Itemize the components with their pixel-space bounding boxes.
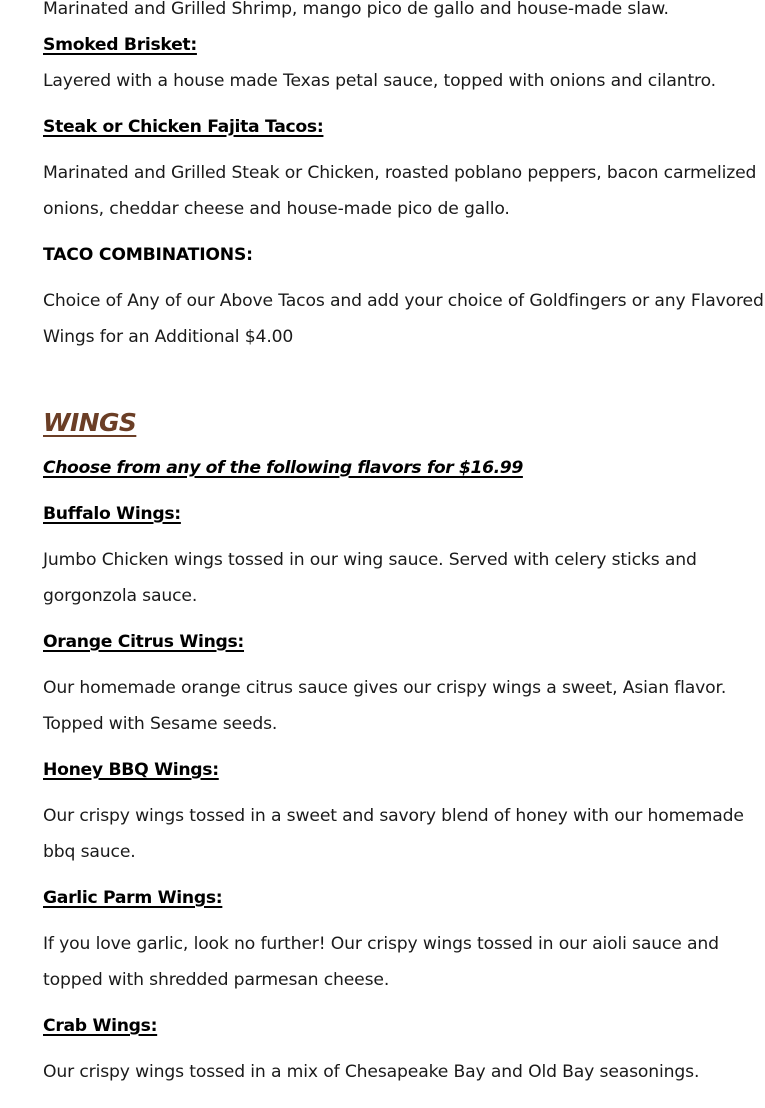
buffalo-wings-title: Buffalo Wings: [43, 504, 181, 524]
garlic-parm-wings-description-line2: topped with shredded parmesan cheese. [43, 970, 390, 990]
fajita-taco-description-line2: onions, cheddar cheese and house-made pico de gallo. [43, 199, 510, 219]
orange-citrus-wings-title: Orange Citrus Wings: [43, 632, 245, 652]
crab-wings-description: Our crispy wings tossed in a mix of Chesapeake Bay and Old Bay seasonings. [43, 1062, 700, 1082]
orange-citrus-wings-description-line2: Topped with Sesame seeds. [43, 714, 278, 734]
taco-combinations-description-line1: Choice of Any of our Above Tacos and add your choice of Goldfingers or any Flavored [43, 291, 764, 311]
wings-section-title: WINGS [43, 408, 137, 437]
honey-bbq-wings-description-line1: Our crispy wings tossed in a sweet and savory blend of honey with our homemade [43, 806, 744, 826]
buffalo-wings-description-line2: gorgonzola sauce. [43, 586, 198, 606]
orange-citrus-wings-description-line1: Our homemade orange citrus sauce gives our crispy wings a sweet, Asian flavor. [43, 678, 727, 698]
taco-combinations-title: TACO COMBINATIONS: [43, 245, 253, 265]
fajita-taco-title: Steak or Chicken Fajita Tacos: [43, 117, 324, 137]
shrimp-taco-description: Marinated and Grilled Shrimp, mango pico de gallo and house-made slaw. [43, 0, 669, 19]
crab-wings-title: Crab Wings: [43, 1016, 158, 1036]
brisket-taco-description: Layered with a house made Texas petal sauce, topped with onions and cilantro. [43, 71, 716, 91]
honey-bbq-wings-description-line2: bbq sauce. [43, 842, 136, 862]
buffalo-wings-description-line1: Jumbo Chicken wings tossed in our wing sauce. Served with celery sticks and [43, 550, 697, 570]
garlic-parm-wings-title: Garlic Parm Wings: [43, 888, 223, 908]
fajita-taco-description-line1: Marinated and Grilled Steak or Chicken, roasted poblano peppers, bacon carmelized [43, 163, 757, 183]
garlic-parm-wings-description-line1: If you love garlic, look no further! Our crispy wings tossed in our aioli sauce and [43, 934, 719, 954]
brisket-taco-title: Smoked Brisket: [43, 35, 197, 55]
honey-bbq-wings-title: Honey BBQ Wings: [43, 760, 219, 780]
taco-combinations-description-line2: Wings for an Additional $4.00 [43, 327, 294, 347]
wings-price-note: Choose from any of the following flavors for $16.99 [43, 458, 523, 478]
